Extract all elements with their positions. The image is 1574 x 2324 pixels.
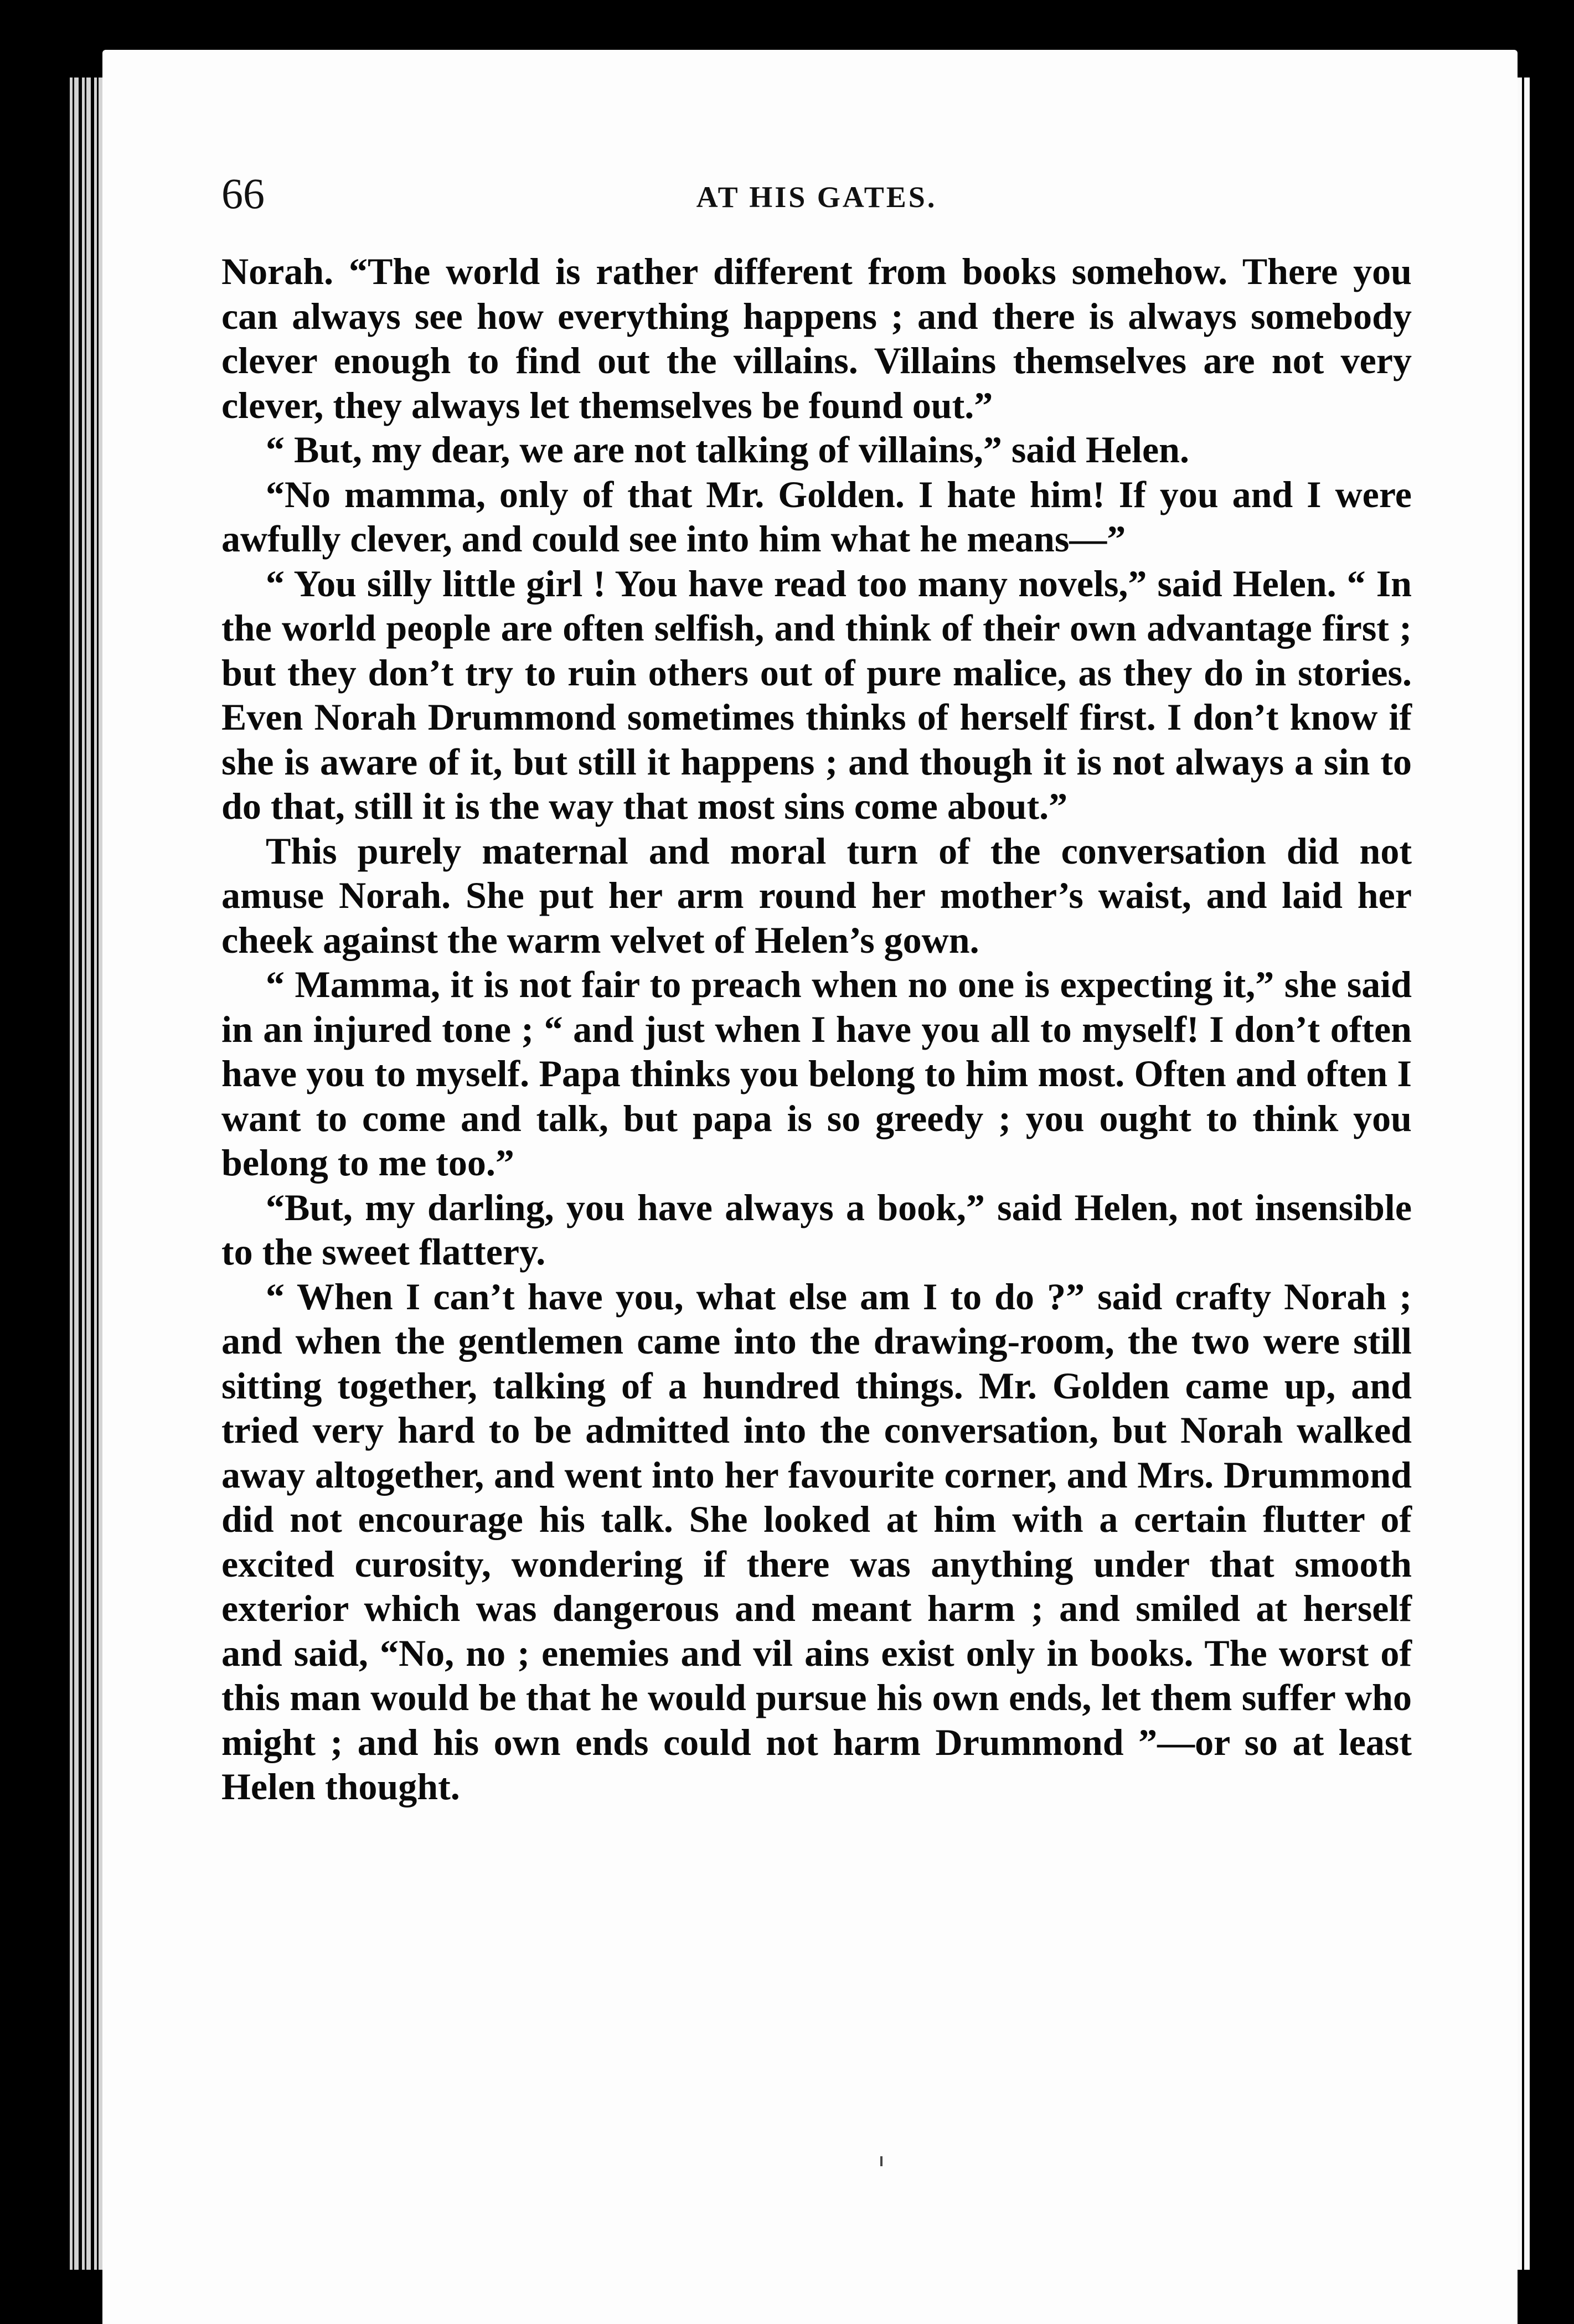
paragraph: “But, my darling, you have always a book,” said Helen, not insensible to the sweet flattery.	[221, 1186, 1412, 1273]
paragraph: Norah. “The world is rather different from books somehow. There you can always see how everything happens ; and there is always somebody clever enough to find out the villains. Villains themselves are not very clever, they always let themselves be found out.”	[221, 250, 1412, 426]
page-number: 66	[221, 169, 265, 218]
paragraph: “ Mamma, it is not fair to preach when no one is expecting it,” she said in an injured tone ; “ and just when I have you all to myself! I don’t often have you to myself. Papa thinks you belong to him most. Often and often I want to come and talk, but papa is so greedy ; you ought to think you belong to me too.”	[221, 963, 1412, 1184]
paragraph: “ You silly little girl ! You have read too many novels,” said Helen. “ In the world people are often selfish, and think of their own advantage first ; but they don’t try to ruin others out of pure malice, as they do in stories. Even Norah Drummond sometimes thinks of herself first. I don’t know if she is aware of it, but still it happens ; and though it is not always a sin to do that, still it is the way that most sins come about.”	[221, 562, 1412, 827]
page-fore-edge	[1518, 78, 1545, 2270]
paragraph: This purely maternal and moral turn of the conversation did not amuse Norah. She put her arm round her mother’s waist, and laid her cheek against the warm velvet of Helen’s gown.	[221, 829, 1412, 961]
paragraph: “No mamma, only of that Mr. Golden. I hate him! If you and I were awfully clever, and could see into him what he means—”	[221, 473, 1412, 560]
running-head	[221, 163, 1412, 224]
running-title: AT HIS GATES.	[696, 180, 937, 214]
book-gutter-edge	[66, 78, 105, 2270]
print-speck	[880, 2156, 883, 2166]
paragraph: “ But, my dear, we are not talking of villains,” said Helen.	[266, 428, 1189, 471]
body-text	[221, 249, 1412, 1809]
paragraph: “ When I can’t have you, what else am I to do ?” said crafty Norah ; and when the gentlemen came into the drawing-room, the two were still sitting together, talking of a hundred things. Mr. Golden came up, and tried very hard to be admitted into the conversation, but Norah walked away altogether, and went into her favourite corner, and Mrs. Drummond did not encourage his talk. She looked at him with a certain flutter of excited curosity, wondering if there was anything under that smooth exterior which was dangerous and meant harm ; and smiled at herself and said, “No, no ; enemies and vil ains exist only in books. The worst of this man would be that he would pursue his own ends, let them suffer who might ; and his own ends could not harm Drummond ”—or so at least Helen thought.	[221, 1275, 1412, 1807]
